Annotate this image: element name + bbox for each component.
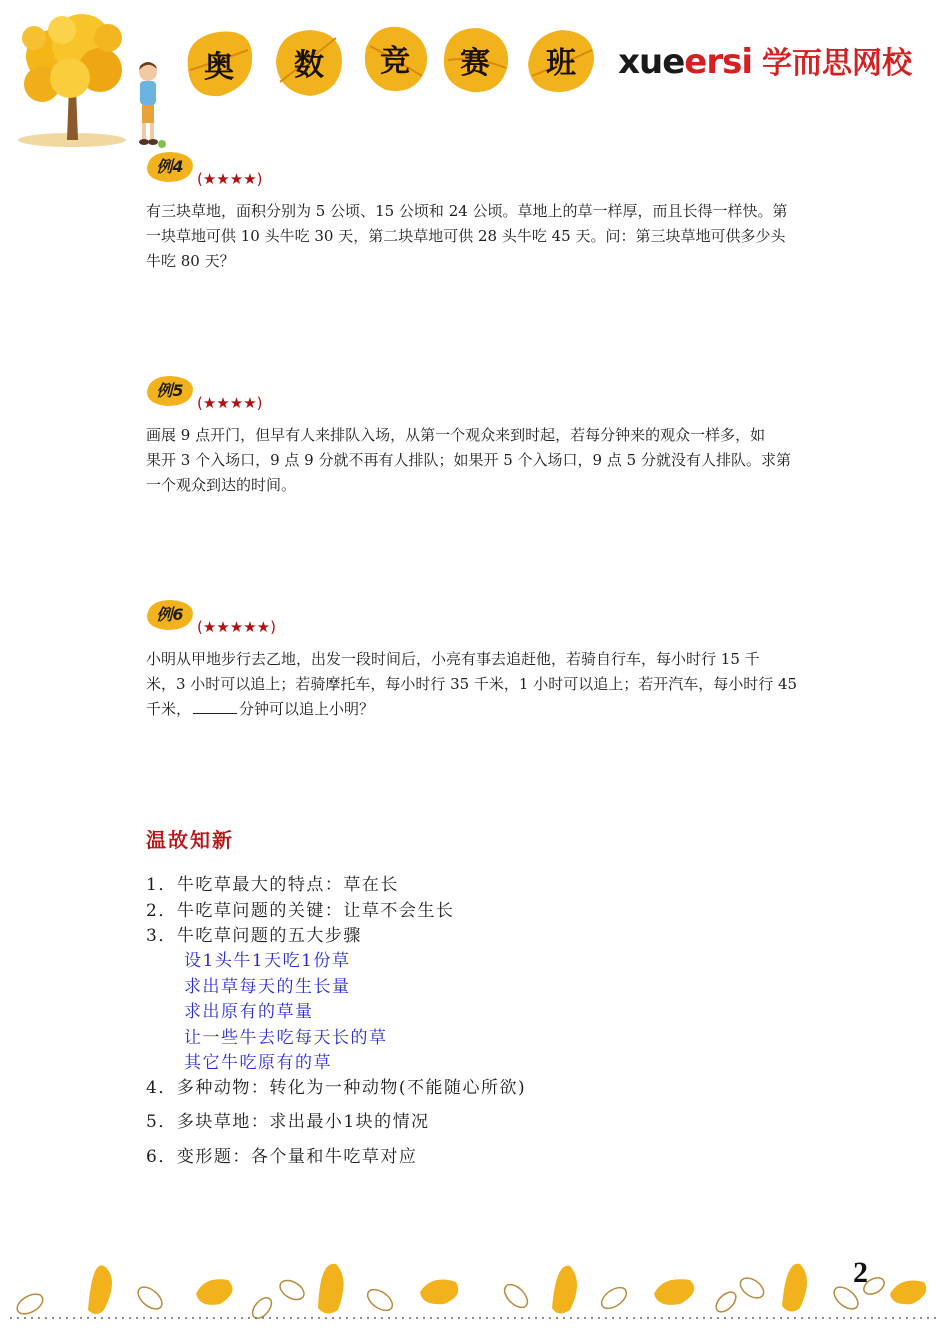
header-badge-ao: [180, 24, 258, 104]
boy-illustration: [130, 60, 170, 148]
difficulty-stars: (★★★★★): [197, 618, 276, 636]
review-step: 让一些牛去吃每天长的草: [184, 1028, 388, 1048]
review-item: 1．牛吃草最大的特点：草在长: [146, 875, 399, 895]
review-step: 设1头牛1天吃1份草: [184, 951, 351, 971]
footer-leaf-border: [0, 1248, 950, 1344]
autumn-tree-illustration: [12, 8, 130, 148]
page-number: 2: [853, 1256, 868, 1289]
review-item: 6．变形题：各个量和牛吃草对应: [146, 1147, 418, 1167]
review-item: 2．牛吃草问题的关键：让草不会生长: [146, 901, 455, 921]
text-line: 有三块草地，面积分别为 5 公顷、15 公顷和 24 公顷。草地上的草一样厚，而且长得一样快。第: [146, 202, 788, 220]
text-line: 画展 9 点开门，但早有人来排队入场，从第一个观众来到时起，若每分钟来的观众一样多，如: [146, 426, 766, 444]
text-line: 牛吃 80 天？: [146, 252, 235, 270]
review-step: 其它牛吃原有的草: [184, 1053, 332, 1073]
header-badge-sai: [436, 20, 514, 100]
difficulty-stars: (★★★★): [197, 394, 263, 412]
header-badge-char: 竞: [380, 44, 410, 79]
text-line: 果开 3 个入场口，9 点 9 分就不再有人排队；如果开 5 个入场口，9 点 5 分就没有人排队。求第: [146, 451, 791, 469]
text-line: 米，3 小时可以追上；若骑摩托车，每小时行 35 千米，1 小时可以追上；若开汽车，每小时行 45: [146, 675, 798, 693]
text-line: 千米， 分钟可以追上小明？: [146, 700, 375, 718]
brand-latin: xueersi: [618, 42, 752, 82]
header-badge-jing: [356, 18, 434, 98]
review-item: 3．牛吃草问题的五大步骤: [146, 926, 362, 946]
header-badge-char: 班: [546, 46, 576, 81]
review-title: 温故知新: [146, 828, 234, 852]
example-text-4: [146, 199, 810, 274]
text-line: 一块草地可供 10 头牛吃 30 天，第二块草地可供 28 头牛吃 45 天。问：第三块草地可供多少头: [146, 227, 786, 245]
header-badge-char: 奥: [204, 50, 234, 85]
review-step: 求出原有的草量: [184, 1002, 314, 1022]
leaf-icon: [14, 1264, 926, 1322]
example-badge-5: 例5: [145, 374, 195, 408]
header-badge-ban: [522, 20, 600, 100]
header-badge-shu: [270, 22, 348, 102]
brand-chinese: 学而思网校: [762, 46, 912, 81]
example-badge-6: 例6: [145, 598, 195, 632]
review-item: 5．多块草地：求出最小1块的情况: [146, 1112, 430, 1132]
brand-logo: [618, 38, 912, 82]
text-line: 小明从甲地步行去乙地，出发一段时间后，小亮有事去追赶他，若骑自行车，每小时行 15 千: [146, 650, 760, 668]
text-line: 一个观众到达的时间。: [146, 476, 297, 494]
example-badge-4: 例4: [145, 150, 195, 184]
header-badge-char: 数: [294, 48, 324, 83]
header-badge-char: 赛: [460, 46, 490, 81]
answer-blank: [193, 699, 237, 714]
example-text-5: [146, 423, 810, 498]
difficulty-stars: (★★★★): [197, 170, 263, 188]
review-item: 4．多种动物：转化为一种动物(不能随心所欲): [146, 1078, 527, 1098]
example-text-6: [146, 647, 810, 722]
review-step: 求出草每天的生长量: [184, 977, 351, 997]
